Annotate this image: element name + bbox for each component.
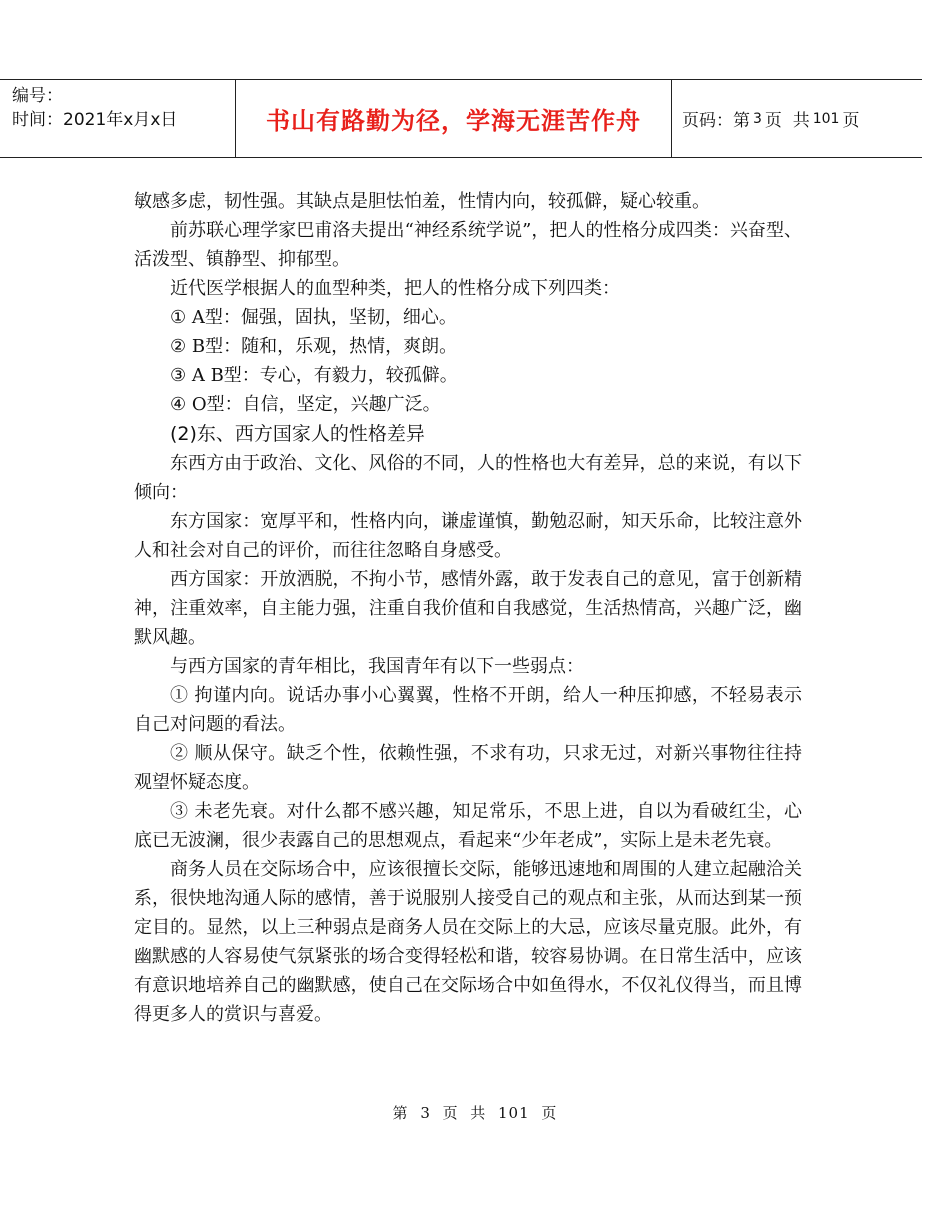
number-label: 编号： — [12, 86, 63, 106]
footer-total: 101 — [498, 1104, 530, 1122]
time-label: 时间：2021年x月x日 — [12, 110, 178, 130]
document-body — [134, 187, 802, 1029]
paragraph: 东方国家：宽厚平和，性格内向，谦虚谨慎，勤勉忍耐，知天乐命，比较注意外人和社会对自己的评价，而往往忽略自身感受。 — [134, 511, 802, 561]
paragraph: ② 顺从保守。缺乏个性，依赖性强，不求有功，只求无过，对新兴事物往往持观望怀疑态度。 — [134, 743, 802, 793]
paragraph: 与西方国家的青年相比，我国青年有以下一些弱点： — [170, 656, 584, 677]
paragraph: 东西方由于政治、文化、风俗的不同，人的性格也大有差异，总的来说，有以下倾向： — [134, 453, 802, 503]
page-total: 101 — [812, 110, 840, 127]
header-motto-cell — [236, 80, 672, 157]
header-meta-cell — [0, 80, 236, 157]
paragraph: 敏感多虑，韧性强。其缺点是胆怯怕羞，性情内向，较孤僻，疑心较重。 — [134, 191, 710, 212]
header-page-cell — [672, 80, 922, 157]
footer-suffix: 页 — [541, 1104, 558, 1122]
page-label-mid: 页 共 — [764, 111, 810, 131]
header-table — [0, 79, 922, 158]
paragraph: ① 拘谨内向。说话办事小心翼翼，性格不开朗，给人一种压抑感，不轻易表示自己对问题的看法。 — [134, 685, 802, 735]
paragraph: ③ 未老先衰。对什么都不感兴趣，知足常乐，不思上进，自以为看破红尘，心底已无波澜，很少表露自己的思想观点，看起来“少年老成”，实际上是未老先衰。 — [134, 801, 802, 851]
list-item: ① A型：倔强，固执，坚韧，细心。 — [170, 307, 457, 328]
paragraph: 前苏联心理学家巴甫洛夫提出“神经系统学说”，把人的性格分成四类：兴奋型、活泼型、镇静型、抑郁型。 — [134, 220, 802, 270]
list-item: ② B型：随和，乐观，热情，爽朗。 — [170, 336, 458, 357]
list-item: ④ O型：自信，坚定，兴趣广泛。 — [170, 394, 441, 415]
list-item: ③ A B型：专心，有毅力，较孤僻。 — [170, 365, 458, 386]
page-label-suffix: 页 — [842, 111, 860, 131]
page-label-prefix: 页码：第 — [682, 111, 750, 131]
footer-current: 3 — [420, 1104, 431, 1122]
page-current: 3 — [753, 110, 762, 127]
footer-mid: 页 共 — [442, 1104, 487, 1122]
paragraph: 西方国家：开放洒脱，不拘小节，感情外露，敢于发表自己的意见，富于创新精神，注重效率，自主能力强，注重自我价值和自我感觉，生活热情高，兴趣广泛，幽默风趣。 — [134, 569, 802, 648]
page-footer — [0, 1102, 950, 1123]
footer-prefix: 第 — [392, 1104, 409, 1122]
paragraph: 商务人员在交际场合中，应该很擅长交际，能够迅速地和周围的人建立起融洽关系，很快地沟通人际的感情，善于说服别人接受自己的观点和主张，从而达到某一预定目的。显然，以上三种弱点是商务人员在交际上的大忌，应该尽量克服。此外，有幽默感的人容易使气氛紧张的场合变得轻松和谐，较容易协调。在日常生活中，应该有意识地培养自己的幽默感，使自己在交际场合中如鱼得水，不仅礼仪得当，而且博得更多人的赏识与喜爱。 — [134, 859, 802, 1025]
paragraph: 近代医学根据人的血型种类，把人的性格分成下列四类： — [170, 278, 620, 299]
motto: 书山有路勤为径，学海无涯苦作舟 — [266, 107, 641, 135]
section-heading: (2)东、西方国家人的性格差异 — [170, 423, 425, 445]
